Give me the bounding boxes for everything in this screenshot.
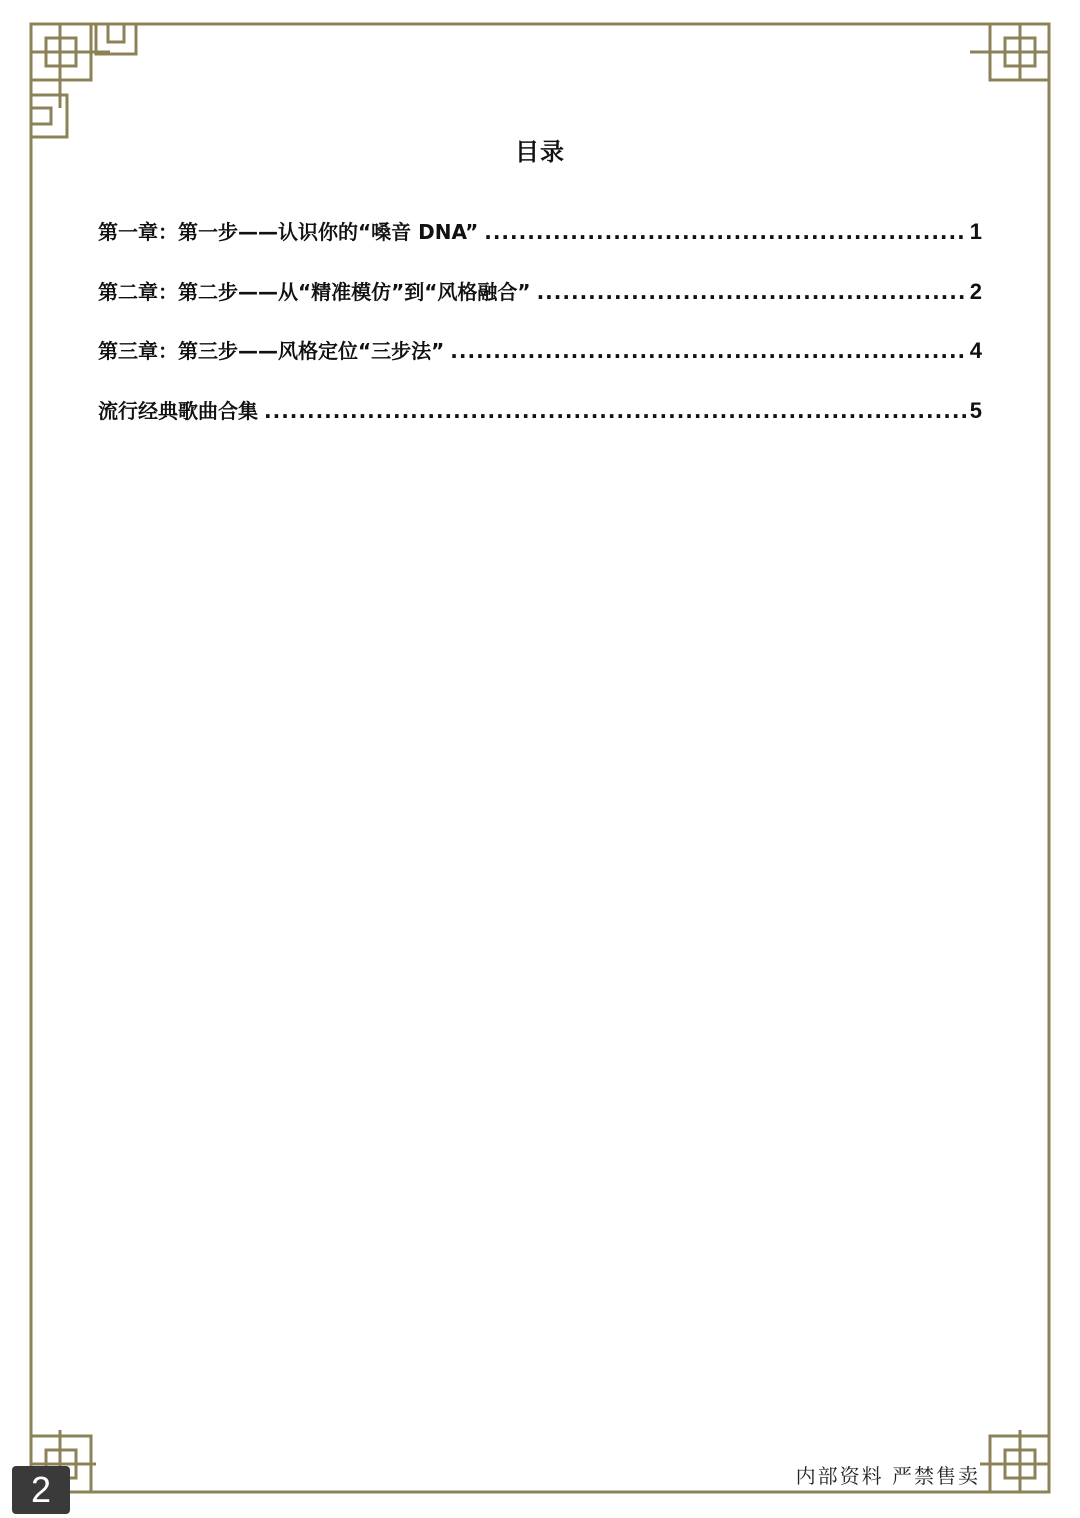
- toc-entry-page-number: 2: [969, 278, 982, 304]
- corner-ornament-top-right: [970, 24, 1049, 80]
- toc-entry-page-number: 5: [969, 397, 982, 423]
- toc-entry-chapter-2[interactable]: [98, 272, 982, 312]
- footer-confidential-note: 内部资料 严禁售卖: [795, 1464, 980, 1488]
- toc-entry-title: 第一章：第一步——认识你的“嗓音 DNA”: [98, 220, 479, 244]
- toc-entry-page-number: 1: [969, 219, 982, 244]
- toc-title: 目录: [515, 138, 565, 166]
- corner-ornament-bottom-right: [980, 1430, 1049, 1492]
- toc-entry-chapter-3[interactable]: [98, 331, 982, 371]
- toc-dot-leader: [484, 212, 966, 252]
- toc-dot-leader: [537, 272, 966, 312]
- toc-dot-leader: [264, 391, 966, 431]
- toc-entry-title: 流行经典歌曲合集: [98, 398, 258, 423]
- toc-entry-title: 第二章：第二步——从“精准模仿”到“风格融合”: [98, 279, 531, 304]
- page-number-badge: 2: [12, 1466, 70, 1514]
- toc-entry-chapter-1[interactable]: [98, 212, 982, 252]
- toc-dot-leader: [450, 331, 965, 371]
- toc-list: [98, 212, 982, 450]
- toc-entry-title: 第三章：第三步——风格定位“三步法”: [98, 339, 445, 363]
- toc-entry-page-number: 4: [969, 338, 982, 363]
- toc-entry-song-collection[interactable]: [98, 391, 982, 431]
- corner-ornament-top-left: [31, 24, 136, 137]
